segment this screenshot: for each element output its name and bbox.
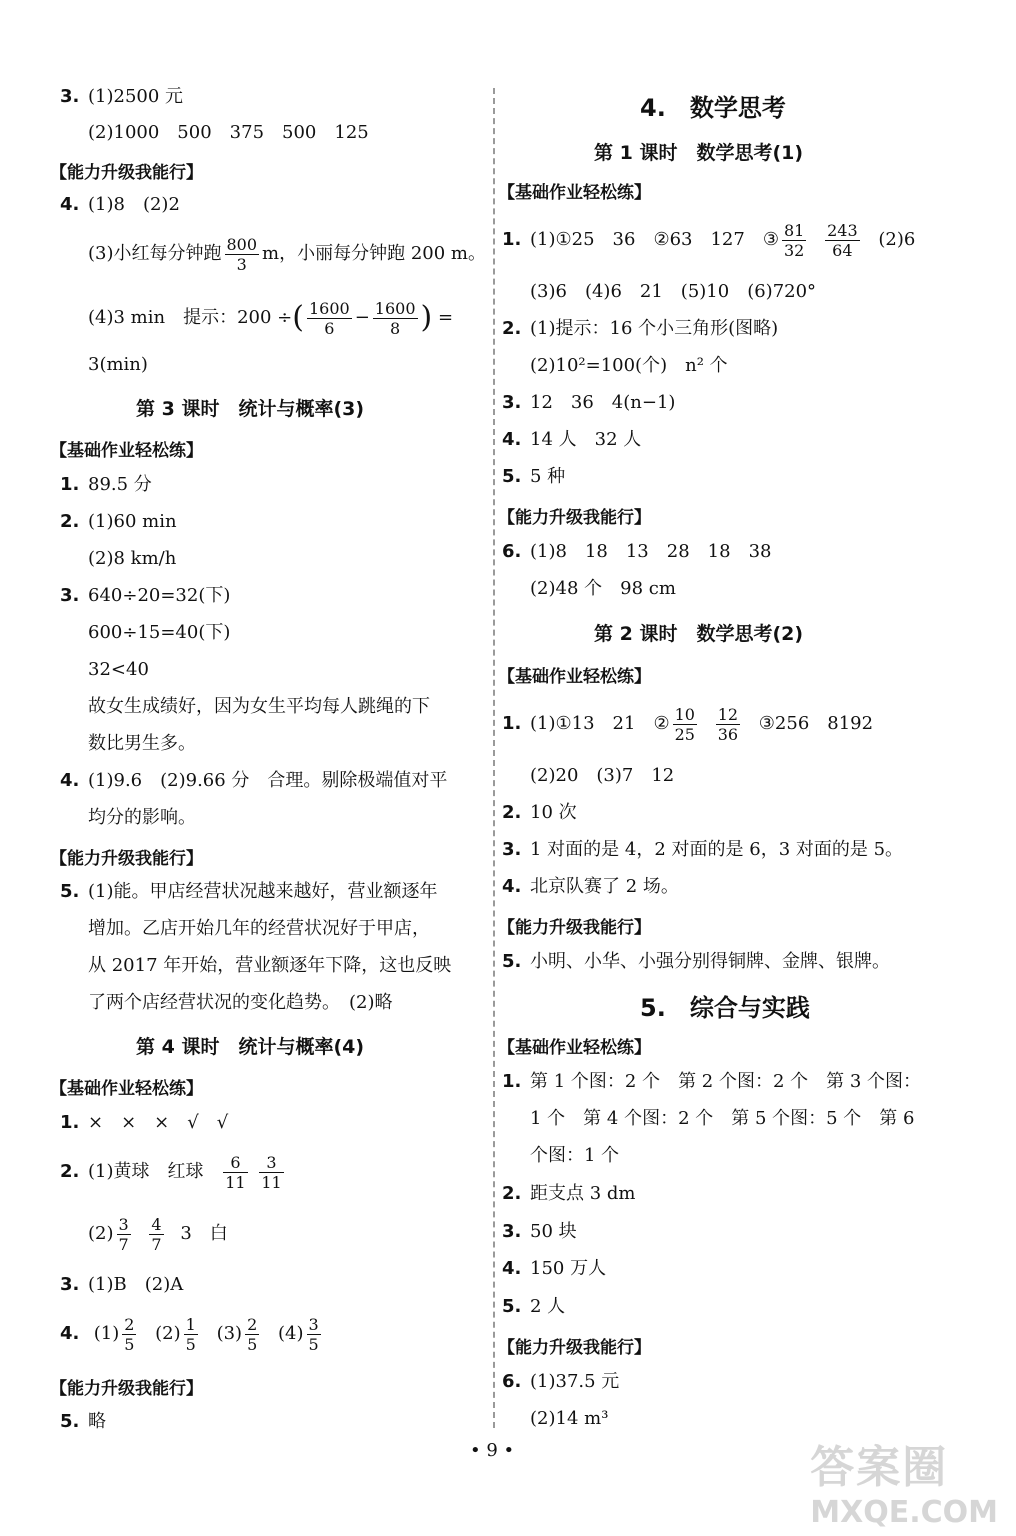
s4-q4: 4. (1) $\frac{2}{5}$ (2) $\frac{1}{5}$ (3) $\frac{2}{5}$ (4) $\frac{3}{5}$ <box>60 1314 319 1354</box>
r-q4: 4. 14 人 32 人 <box>502 429 642 450</box>
r-q6-line2: (2)48 个 98 cm <box>530 578 676 599</box>
r-z1-line3: 个图：1 个 <box>530 1145 620 1166</box>
r-z1-line2: 1 个 第 4 个图：2 个 第 5 个图：5 个 第 6 <box>530 1108 915 1129</box>
left-q4-line3: (3)小红每分钟跑 $\frac{800}{3}$ m，小丽每分钟跑 200 m。 <box>88 234 486 274</box>
lesson-title: 第 2 课时 数学思考(2) <box>594 623 804 645</box>
chapter-title: 5. 综合与实践 <box>640 994 810 1022</box>
left-q3-line1: 3. (1)2500 元 <box>60 86 184 107</box>
r-r3: 3. 1 对面的是 4，2 对面的是 6，3 对面的是 5。 <box>502 839 904 860</box>
section-tag: 【基础作业轻松练】 <box>498 667 651 687</box>
left-q4-line5: 3(min) <box>88 354 148 375</box>
r-q6-line1: 6. (1)8 18 13 28 18 38 <box>502 541 772 562</box>
r-q3: 3. 12 36 4(n−1) <box>502 392 676 413</box>
fraction: $\frac{10}{25}$ <box>674 704 695 744</box>
s3-q4-line1: 4. (1)9.6 (2)9.66 分 合理。剔除极端值对平 <box>60 770 448 791</box>
s3-q5-line4: 了两个店经营状况的变化趋势。 (2)略 <box>88 992 393 1013</box>
s3-q3-line5: 数比男生多。 <box>88 733 196 754</box>
r-q2-line1: 2. (1)提示：16 个小三角形(图略) <box>502 318 779 339</box>
r-r5: 5. 小明、小华、小强分别得铜牌、金牌、银牌。 <box>502 951 890 972</box>
r-q2-line2: (2)10²=100(个) n² 个 <box>530 355 728 376</box>
section-tag: 【能力升级我能行】 <box>50 163 203 183</box>
fraction: $\frac{81}{32}$ <box>783 220 805 260</box>
section-tag: 【能力升级我能行】 <box>50 849 203 869</box>
r-q1-line1: 1. (1)①25 36 ②63 127 ③ $\frac{81}{32}$ $\frac{243}{64}$ (2)6 <box>502 220 916 260</box>
s3-q3-line3: 32<40 <box>88 659 149 680</box>
s3-q4-line2: 均分的影响。 <box>88 807 196 828</box>
r-z3: 3. 50 块 <box>502 1221 577 1242</box>
s3-q5-line3: 从 2017 年开始，营业额逐年下降，这也反映 <box>88 955 452 976</box>
s4-q2-line2: (2) $\frac{3}{7}$ $\frac{4}{7}$ 3 白 <box>88 1214 228 1254</box>
lesson-title: 第 4 课时 统计与概率(4) <box>136 1036 365 1058</box>
section-tag: 【能力升级我能行】 <box>498 918 651 938</box>
fraction: $\frac{2}{5}$ <box>247 1314 258 1354</box>
s3-q2-line2: (2)8 km/h <box>88 548 177 569</box>
section-tag: 【基础作业轻松练】 <box>50 1079 203 1099</box>
r-r4: 4. 北京队赛了 2 场。 <box>502 876 679 897</box>
fraction: $\frac{4}{7}$ <box>151 1214 162 1254</box>
r-z4: 4. 150 万人 <box>502 1258 607 1279</box>
s4-q5: 5. 略 <box>60 1411 106 1432</box>
page-number: • 9 • <box>470 1440 515 1461</box>
r-z6-line2: (2)14 m³ <box>530 1408 609 1429</box>
left-q4-line4: (4)3 min 提示：200 ÷( $\frac{1600}{6}$ − $\frac{1600}{8}$ ) = <box>88 298 454 338</box>
section-tag: 【能力升级我能行】 <box>498 1338 651 1358</box>
s3-q2-line1: 2. (1)60 min <box>60 511 177 532</box>
r-q5: 5. 5 种 <box>502 466 566 487</box>
fraction: $\frac{800}{3}$ <box>226 234 258 274</box>
s4-q2-line1: 2. (1)黄球 红球 $\frac{6}{11}$ $\frac{3}{11}$ <box>60 1152 282 1192</box>
watermark <box>810 1431 998 1530</box>
fraction: $\frac{12}{36}$ <box>717 704 739 744</box>
column-divider <box>493 88 495 1428</box>
watermark-site: MXQE.COM <box>810 1495 998 1530</box>
fraction: $\frac{3}{11}$ <box>261 1152 282 1192</box>
section-tag: 【基础作业轻松练】 <box>50 441 203 461</box>
fraction: $\frac{6}{11}$ <box>225 1152 246 1192</box>
fraction: $\frac{2}{5}$ <box>124 1314 135 1354</box>
fraction: $\frac{1600}{8}$ <box>374 298 416 338</box>
fraction: $\frac{1600}{6}$ <box>308 298 350 338</box>
watermark-logo: 答案圈 <box>810 1442 949 1493</box>
s4-q3: 3. (1)B (2)A <box>60 1274 184 1295</box>
section-tag: 【能力升级我能行】 <box>498 508 651 528</box>
fraction: $\frac{243}{64}$ <box>827 220 858 260</box>
s3-q3-line2: 600÷15=40(下) <box>88 622 231 643</box>
section-tag: 【能力升级我能行】 <box>50 1379 203 1399</box>
s3-q1: 1. 89.5 分 <box>60 474 152 495</box>
r-z5: 5. 2 人 <box>502 1296 566 1317</box>
r-z2: 2. 距支点 3 dm <box>502 1183 636 1204</box>
chapter-title: 4. 数学思考 <box>640 94 786 122</box>
lesson-title: 第 3 课时 统计与概率(3) <box>136 398 365 420</box>
r-r1-line2: (2)20 (3)7 12 <box>530 765 675 786</box>
lesson-title: 第 1 课时 数学思考(1) <box>594 142 804 164</box>
s3-q3-line4: 故女生成绩好，因为女生平均每人跳绳的下 <box>88 696 430 717</box>
section-tag: 【基础作业轻松练】 <box>498 1038 651 1058</box>
r-r2: 2. 10 次 <box>502 802 577 823</box>
r-z1-line1: 1. 第 1 个图：2 个 第 2 个图：2 个 第 3 个图： <box>502 1071 922 1092</box>
fraction: $\frac{3}{7}$ <box>118 1214 129 1254</box>
s3-q5-line1: 5. (1)能。甲店经营状况越来越好，营业额逐年 <box>60 881 438 902</box>
fraction: $\frac{3}{5}$ <box>308 1314 319 1354</box>
left-q4-line1: 4. (1)8 (2)2 <box>60 194 180 215</box>
s3-q3-line1: 3. 640÷20=32(下) <box>60 585 231 606</box>
s4-q1: 1. × × × √ √ <box>60 1112 229 1133</box>
r-r1-line1: 1. (1)①13 21 ② $\frac{10}{25}$ $\frac{12}{36}$ ③256 8192 <box>502 704 874 744</box>
section-tag: 【基础作业轻松练】 <box>498 183 651 203</box>
r-z6-line1: 6. (1)37.5 元 <box>502 1371 620 1392</box>
fraction: $\frac{1}{5}$ <box>185 1314 196 1354</box>
r-q1-line2: (3)6 (4)6 21 (5)10 (6)720° <box>530 281 817 302</box>
left-q3-line2: (2)1000 500 375 500 125 <box>88 122 369 143</box>
s3-q5-line2: 增加。乙店开始几年的经营状况好于甲店， <box>88 918 430 939</box>
